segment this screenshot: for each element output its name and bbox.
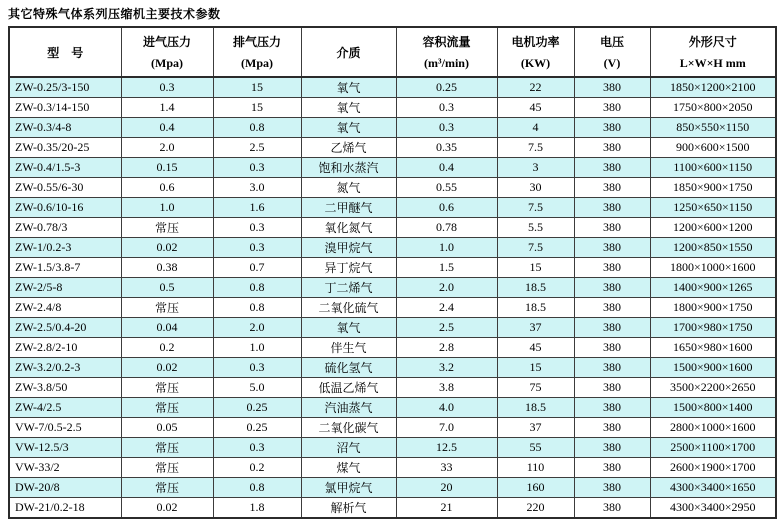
table-row	[9, 238, 776, 258]
cell-model: DW-20/8	[9, 478, 121, 498]
cell-volume-flow: 33	[396, 458, 497, 478]
cell-motor-power: 37	[497, 418, 574, 438]
header-exhaust-pressure-label: 排气压力	[232, 35, 281, 50]
header-dimensions	[650, 27, 776, 77]
cell-inlet-pressure: 0.2	[121, 338, 213, 358]
cell-inlet-pressure: 0.15	[121, 158, 213, 178]
table-row	[9, 438, 776, 458]
cell-voltage: 380	[574, 438, 650, 458]
header-exhaust-pressure-unit: (Mpa)	[241, 55, 273, 70]
cell-motor-power: 45	[497, 338, 574, 358]
cell-volume-flow: 0.35	[396, 138, 497, 158]
cell-motor-power: 3	[497, 158, 574, 178]
cell-voltage: 380	[574, 138, 650, 158]
cell-motor-power: 18.5	[497, 398, 574, 418]
cell-motor-power: 45	[497, 98, 574, 118]
cell-medium: 异丁烷气	[301, 258, 396, 278]
cell-model: ZW-0.78/3	[9, 218, 121, 238]
cell-motor-power: 7.5	[497, 238, 574, 258]
page-title: 其它特殊气体系列压缩机主要技术参数	[8, 7, 221, 21]
cell-exhaust-pressure: 1.6	[213, 198, 301, 218]
cell-volume-flow: 0.3	[396, 98, 497, 118]
cell-medium: 乙烯气	[301, 138, 396, 158]
cell-volume-flow: 20	[396, 478, 497, 498]
table-row	[9, 138, 776, 158]
cell-inlet-pressure: 常压	[121, 378, 213, 398]
table-row	[9, 418, 776, 438]
header-volume-flow-label: 容积流量	[422, 35, 471, 50]
cell-volume-flow: 0.3	[396, 118, 497, 138]
table-row	[9, 178, 776, 198]
cell-volume-flow: 3.8	[396, 378, 497, 398]
cell-dimensions: 1850×1200×2100	[650, 77, 776, 98]
cell-inlet-pressure: 1.0	[121, 198, 213, 218]
cell-motor-power: 37	[497, 318, 574, 338]
cell-motor-power: 110	[497, 458, 574, 478]
cell-motor-power: 5.5	[497, 218, 574, 238]
compressor-specs-table	[8, 26, 777, 519]
cell-exhaust-pressure: 0.2	[213, 458, 301, 478]
cell-dimensions: 4300×3400×1650	[650, 478, 776, 498]
cell-exhaust-pressure: 0.3	[213, 218, 301, 238]
header-exhaust-pressure	[213, 27, 301, 77]
table-row	[9, 358, 776, 378]
cell-voltage: 380	[574, 98, 650, 118]
cell-exhaust-pressure: 0.25	[213, 418, 301, 438]
cell-exhaust-pressure: 0.3	[213, 158, 301, 178]
cell-motor-power: 4	[497, 118, 574, 138]
cell-medium: 汽油蒸气	[301, 398, 396, 418]
header-voltage-label: 电压	[599, 35, 624, 50]
cell-volume-flow: 3.2	[396, 358, 497, 378]
cell-exhaust-pressure: 0.8	[213, 478, 301, 498]
cell-inlet-pressure: 0.3	[121, 77, 213, 98]
cell-exhaust-pressure: 0.8	[213, 298, 301, 318]
cell-exhaust-pressure: 5.0	[213, 378, 301, 398]
cell-model: VW-33/2	[9, 458, 121, 478]
cell-volume-flow: 7.0	[396, 418, 497, 438]
table-row	[9, 158, 776, 178]
cell-dimensions: 1500×900×1600	[650, 358, 776, 378]
cell-motor-power: 30	[497, 178, 574, 198]
cell-dimensions: 1700×980×1750	[650, 318, 776, 338]
cell-inlet-pressure: 1.4	[121, 98, 213, 118]
cell-exhaust-pressure: 2.5	[213, 138, 301, 158]
cell-dimensions: 2500×1100×1700	[650, 438, 776, 458]
table-row	[9, 98, 776, 118]
cell-exhaust-pressure: 0.3	[213, 438, 301, 458]
table-row	[9, 258, 776, 278]
header-dimensions-unit: L×W×H mm	[679, 55, 746, 70]
cell-motor-power: 22	[497, 77, 574, 98]
cell-voltage: 380	[574, 278, 650, 298]
cell-dimensions: 1800×1000×1600	[650, 258, 776, 278]
table-row	[9, 318, 776, 338]
cell-inlet-pressure: 0.6	[121, 178, 213, 198]
cell-motor-power: 55	[497, 438, 574, 458]
cell-model: ZW-2.5/0.4-20	[9, 318, 121, 338]
table-row	[9, 478, 776, 498]
cell-voltage: 380	[574, 238, 650, 258]
cell-exhaust-pressure: 0.8	[213, 278, 301, 298]
table-body	[9, 77, 776, 518]
cell-model: ZW-3.8/50	[9, 378, 121, 398]
cell-model: VW-12.5/3	[9, 438, 121, 458]
cell-model: ZW-0.55/6-30	[9, 178, 121, 198]
cell-inlet-pressure: 常压	[121, 398, 213, 418]
cell-inlet-pressure: 常压	[121, 478, 213, 498]
cell-dimensions: 1250×650×1150	[650, 198, 776, 218]
cell-voltage: 380	[574, 198, 650, 218]
cell-medium: 丁二烯气	[301, 278, 396, 298]
cell-model: ZW-1/0.2-3	[9, 238, 121, 258]
cell-motor-power: 18.5	[497, 298, 574, 318]
cell-medium: 伴生气	[301, 338, 396, 358]
cell-exhaust-pressure: 0.3	[213, 358, 301, 378]
cell-volume-flow: 0.78	[396, 218, 497, 238]
cell-dimensions: 1100×600×1150	[650, 158, 776, 178]
cell-exhaust-pressure: 0.7	[213, 258, 301, 278]
cell-volume-flow: 2.5	[396, 318, 497, 338]
cell-model: DW-21/0.2-18	[9, 498, 121, 519]
cell-model: ZW-0.25/3-150	[9, 77, 121, 98]
cell-inlet-pressure: 0.02	[121, 358, 213, 378]
header-motor-power	[497, 27, 574, 77]
cell-model: ZW-0.6/10-16	[9, 198, 121, 218]
header-medium	[301, 27, 396, 77]
cell-exhaust-pressure: 0.3	[213, 238, 301, 258]
cell-dimensions: 4300×3400×2950	[650, 498, 776, 519]
cell-dimensions: 1750×800×2050	[650, 98, 776, 118]
cell-medium: 氧化氮气	[301, 218, 396, 238]
cell-inlet-pressure: 常压	[121, 218, 213, 238]
cell-dimensions: 2600×1900×1700	[650, 458, 776, 478]
cell-inlet-pressure: 0.05	[121, 418, 213, 438]
cell-dimensions: 2800×1000×1600	[650, 418, 776, 438]
cell-volume-flow: 4.0	[396, 398, 497, 418]
header-medium-label: 介质	[336, 45, 361, 60]
cell-voltage: 380	[574, 178, 650, 198]
table-row	[9, 118, 776, 138]
cell-volume-flow: 2.8	[396, 338, 497, 358]
header-inlet-pressure	[121, 27, 213, 77]
cell-dimensions: 1850×900×1750	[650, 178, 776, 198]
cell-inlet-pressure: 0.4	[121, 118, 213, 138]
cell-volume-flow: 0.4	[396, 158, 497, 178]
cell-inlet-pressure: 常压	[121, 458, 213, 478]
cell-motor-power: 7.5	[497, 198, 574, 218]
header-motor-power-label: 电机功率	[511, 35, 560, 50]
header-volume-flow-unit: (m³/min)	[424, 55, 469, 70]
cell-exhaust-pressure: 1.0	[213, 338, 301, 358]
cell-model: ZW-1.5/3.8-7	[9, 258, 121, 278]
cell-dimensions: 1200×600×1200	[650, 218, 776, 238]
table-row	[9, 338, 776, 358]
cell-dimensions: 3500×2200×2650	[650, 378, 776, 398]
cell-voltage: 380	[574, 338, 650, 358]
table-row	[9, 198, 776, 218]
header-model	[9, 27, 121, 77]
cell-model: ZW-0.4/1.5-3	[9, 158, 121, 178]
cell-exhaust-pressure: 15	[213, 98, 301, 118]
cell-dimensions: 1650×980×1600	[650, 338, 776, 358]
cell-medium: 煤气	[301, 458, 396, 478]
cell-volume-flow: 12.5	[396, 438, 497, 458]
cell-medium: 氯甲烷气	[301, 478, 396, 498]
table-row	[9, 398, 776, 418]
cell-motor-power: 15	[497, 358, 574, 378]
cell-inlet-pressure: 常压	[121, 438, 213, 458]
cell-voltage: 380	[574, 378, 650, 398]
cell-dimensions: 900×600×1500	[650, 138, 776, 158]
cell-volume-flow: 0.6	[396, 198, 497, 218]
cell-voltage: 380	[574, 77, 650, 98]
cell-inlet-pressure: 0.5	[121, 278, 213, 298]
cell-volume-flow: 21	[396, 498, 497, 519]
cell-model: ZW-0.35/20-25	[9, 138, 121, 158]
cell-inlet-pressure: 0.02	[121, 498, 213, 519]
table-row	[9, 498, 776, 519]
cell-volume-flow: 0.55	[396, 178, 497, 198]
table-row	[9, 458, 776, 478]
cell-model: ZW-4/2.5	[9, 398, 121, 418]
cell-voltage: 380	[574, 398, 650, 418]
cell-voltage: 380	[574, 358, 650, 378]
cell-medium: 二甲醚气	[301, 198, 396, 218]
cell-inlet-pressure: 0.04	[121, 318, 213, 338]
header-motor-power-unit: (KW)	[520, 55, 551, 70]
cell-motor-power: 7.5	[497, 138, 574, 158]
cell-volume-flow: 1.5	[396, 258, 497, 278]
cell-medium: 氧气	[301, 318, 396, 338]
table-header	[9, 27, 776, 77]
cell-model: ZW-3.2/0.2-3	[9, 358, 121, 378]
cell-inlet-pressure: 常压	[121, 298, 213, 318]
table-row	[9, 278, 776, 298]
cell-exhaust-pressure: 1.8	[213, 498, 301, 519]
table-row	[9, 77, 776, 98]
cell-volume-flow: 0.25	[396, 77, 497, 98]
cell-volume-flow: 1.0	[396, 238, 497, 258]
cell-voltage: 380	[574, 478, 650, 498]
cell-voltage: 380	[574, 498, 650, 519]
cell-voltage: 380	[574, 458, 650, 478]
cell-medium: 溴甲烷气	[301, 238, 396, 258]
cell-motor-power: 220	[497, 498, 574, 519]
cell-model: VW-7/0.5-2.5	[9, 418, 121, 438]
cell-exhaust-pressure: 15	[213, 77, 301, 98]
cell-voltage: 380	[574, 298, 650, 318]
cell-dimensions: 1500×800×1400	[650, 398, 776, 418]
cell-voltage: 380	[574, 158, 650, 178]
header-inlet-pressure-unit: (Mpa)	[151, 55, 183, 70]
header-voltage-unit: (V)	[603, 55, 621, 70]
cell-medium: 解析气	[301, 498, 396, 519]
cell-inlet-pressure: 0.02	[121, 238, 213, 258]
cell-inlet-pressure: 0.38	[121, 258, 213, 278]
cell-medium: 硫化氢气	[301, 358, 396, 378]
header-volume-flow	[396, 27, 497, 77]
cell-model: ZW-2.4/8	[9, 298, 121, 318]
cell-dimensions: 1400×900×1265	[650, 278, 776, 298]
cell-voltage: 380	[574, 218, 650, 238]
cell-dimensions: 1200×850×1550	[650, 238, 776, 258]
cell-model: ZW-0.3/14-150	[9, 98, 121, 118]
header-voltage	[574, 27, 650, 77]
cell-dimensions: 850×550×1150	[650, 118, 776, 138]
cell-exhaust-pressure: 3.0	[213, 178, 301, 198]
cell-model: ZW-2.8/2-10	[9, 338, 121, 358]
cell-motor-power: 160	[497, 478, 574, 498]
header-dimensions-label: 外形尺寸	[688, 35, 737, 50]
cell-medium: 二氧化碳气	[301, 418, 396, 438]
cell-volume-flow: 2.0	[396, 278, 497, 298]
table-row	[9, 218, 776, 238]
cell-medium: 饱和水蒸汽	[301, 158, 396, 178]
header-inlet-pressure-label: 进气压力	[142, 35, 191, 50]
cell-medium: 氧气	[301, 98, 396, 118]
cell-medium: 氧气	[301, 77, 396, 98]
cell-dimensions: 1800×900×1750	[650, 298, 776, 318]
cell-medium: 氧气	[301, 118, 396, 138]
cell-exhaust-pressure: 0.25	[213, 398, 301, 418]
table-row	[9, 298, 776, 318]
table-row	[9, 378, 776, 398]
cell-model: ZW-0.3/4-8	[9, 118, 121, 138]
cell-voltage: 380	[574, 418, 650, 438]
cell-volume-flow: 2.4	[396, 298, 497, 318]
cell-exhaust-pressure: 2.0	[213, 318, 301, 338]
cell-medium: 氮气	[301, 178, 396, 198]
cell-voltage: 380	[574, 118, 650, 138]
cell-voltage: 380	[574, 258, 650, 278]
cell-motor-power: 15	[497, 258, 574, 278]
cell-exhaust-pressure: 0.8	[213, 118, 301, 138]
cell-medium: 低温乙烯气	[301, 378, 396, 398]
header-model-label: 型 号	[47, 45, 84, 60]
cell-voltage: 380	[574, 318, 650, 338]
cell-model: ZW-2/5-8	[9, 278, 121, 298]
header-row	[9, 27, 776, 77]
cell-medium: 二氧化硫气	[301, 298, 396, 318]
cell-motor-power: 18.5	[497, 278, 574, 298]
cell-medium: 沼气	[301, 438, 396, 458]
cell-inlet-pressure: 2.0	[121, 138, 213, 158]
cell-motor-power: 75	[497, 378, 574, 398]
